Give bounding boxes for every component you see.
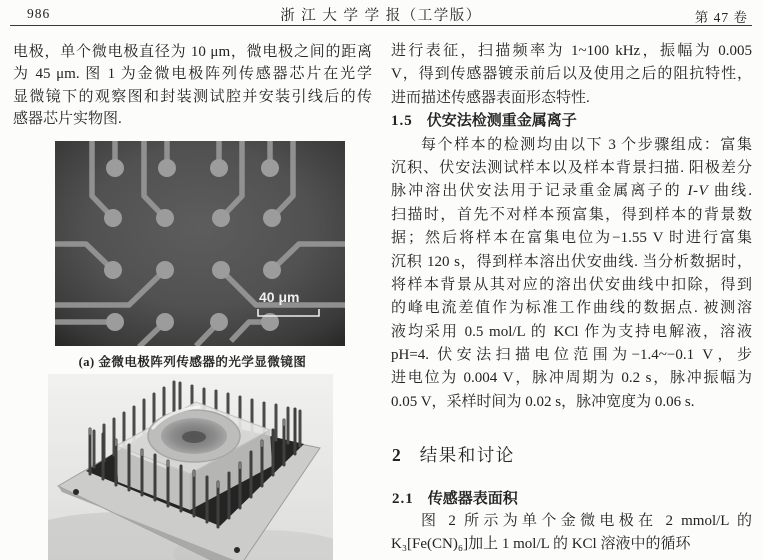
text-line: 将样本背景从其对应的溶出伏安曲线中扣除，得到 [391,276,752,293]
scale-bar-label: 40 μm [259,289,300,305]
section-number: 1.5 [391,113,413,130]
figure-1a-caption: (a) 金微电极阵列传感器的光学显微镜图 [78,355,307,369]
section-title: 伏安法检测重金属离子 [426,113,577,130]
right-text-block [391,40,752,414]
section-title: 结果和讨论 [419,445,515,465]
iv-symbol: I-V [687,183,709,200]
section-title: 传感器表面积 [427,491,518,507]
section-number: 2.1 [392,491,414,507]
text-segment: 曲线. [708,183,752,200]
journal-title: 浙 江 大 学 学 报（工学版） [280,8,482,24]
text-line: 液均采用 0.5 mol/L 的 KCl 作为支持电解液，溶液 [391,323,752,340]
page-number: 986 [27,6,51,21]
text-line: 据；然后将样本在富集电位为−1.55 V 时进行富集 [391,230,752,247]
right-text-block-2 [391,510,752,557]
section-heading-2-1 [392,487,518,508]
text-line: 进行表征，扫描频率为 1~100 kHz，振幅为 0.005 [391,43,752,59]
text-line: 每个样本的检测均由以下 3 个步骤组成：富集 [421,136,752,153]
text-line: pH=4. 伏安法扫描电位范围为−1.4~−0.1 V，步 [391,347,752,364]
text-line: 扫描时，首先不对样本预富集，得到样本的背景数 [391,206,752,223]
text-line: 沉积 120 s，得到样本溶出伏安曲线. 当分析数据时， [391,253,752,270]
figure-1b-photo [48,374,333,560]
section-heading-1-5 [391,110,752,133]
volume-label: 第 47 卷 [694,10,748,25]
text-line: K₃[Fe(CN)₆]加上 1 mol/L 的 KCl 溶液中的循环 [391,536,691,553]
left-paragraph [13,41,372,131]
section-number: 2 [392,445,402,465]
text-line: 图 2 所示为单个金微电极在 2 mmol/L 的 [421,513,752,529]
text-line: 感器芯片实物图. [13,111,122,128]
text-line: 的峰电流差值作为标准工作曲线的数据点. 被测溶 [391,300,752,317]
screw-hole [73,489,79,495]
text-segment: 脉冲溶出伏安法用于记录重金属离子的 [391,183,688,200]
text-line: 进而描述传感器表面形态特性. [391,89,590,106]
text-line: 沉积、伏安法测试样本以及样本背景扫描. 阳极差分 [391,159,752,176]
text-line: V，得到传感器镀汞前后以及使用之后的阻抗特性， [391,66,752,83]
section-heading-2 [392,442,515,467]
text-line: 为 45 μm. 图 1 为金微电极阵列传感器芯片在光学 [13,66,372,83]
figure-1a-micrograph [55,141,345,346]
text-line: 0.05 V，采样时间为 0.02 s，脉冲宽度为 0.06 s. [391,393,695,410]
header-rule [10,25,752,26]
text-line: 电极，单个微电极直径为 10 μm，微电极之间的距离 [13,44,372,60]
text-line [391,180,752,203]
text-line: 进电位为 0.004 V，脉冲周期为 0.2 s，脉冲振幅为 [391,370,752,387]
text-line: 显微镜下的观察图和封装测试腔并安装引线后的传 [13,88,372,105]
screw-hole [234,547,240,553]
